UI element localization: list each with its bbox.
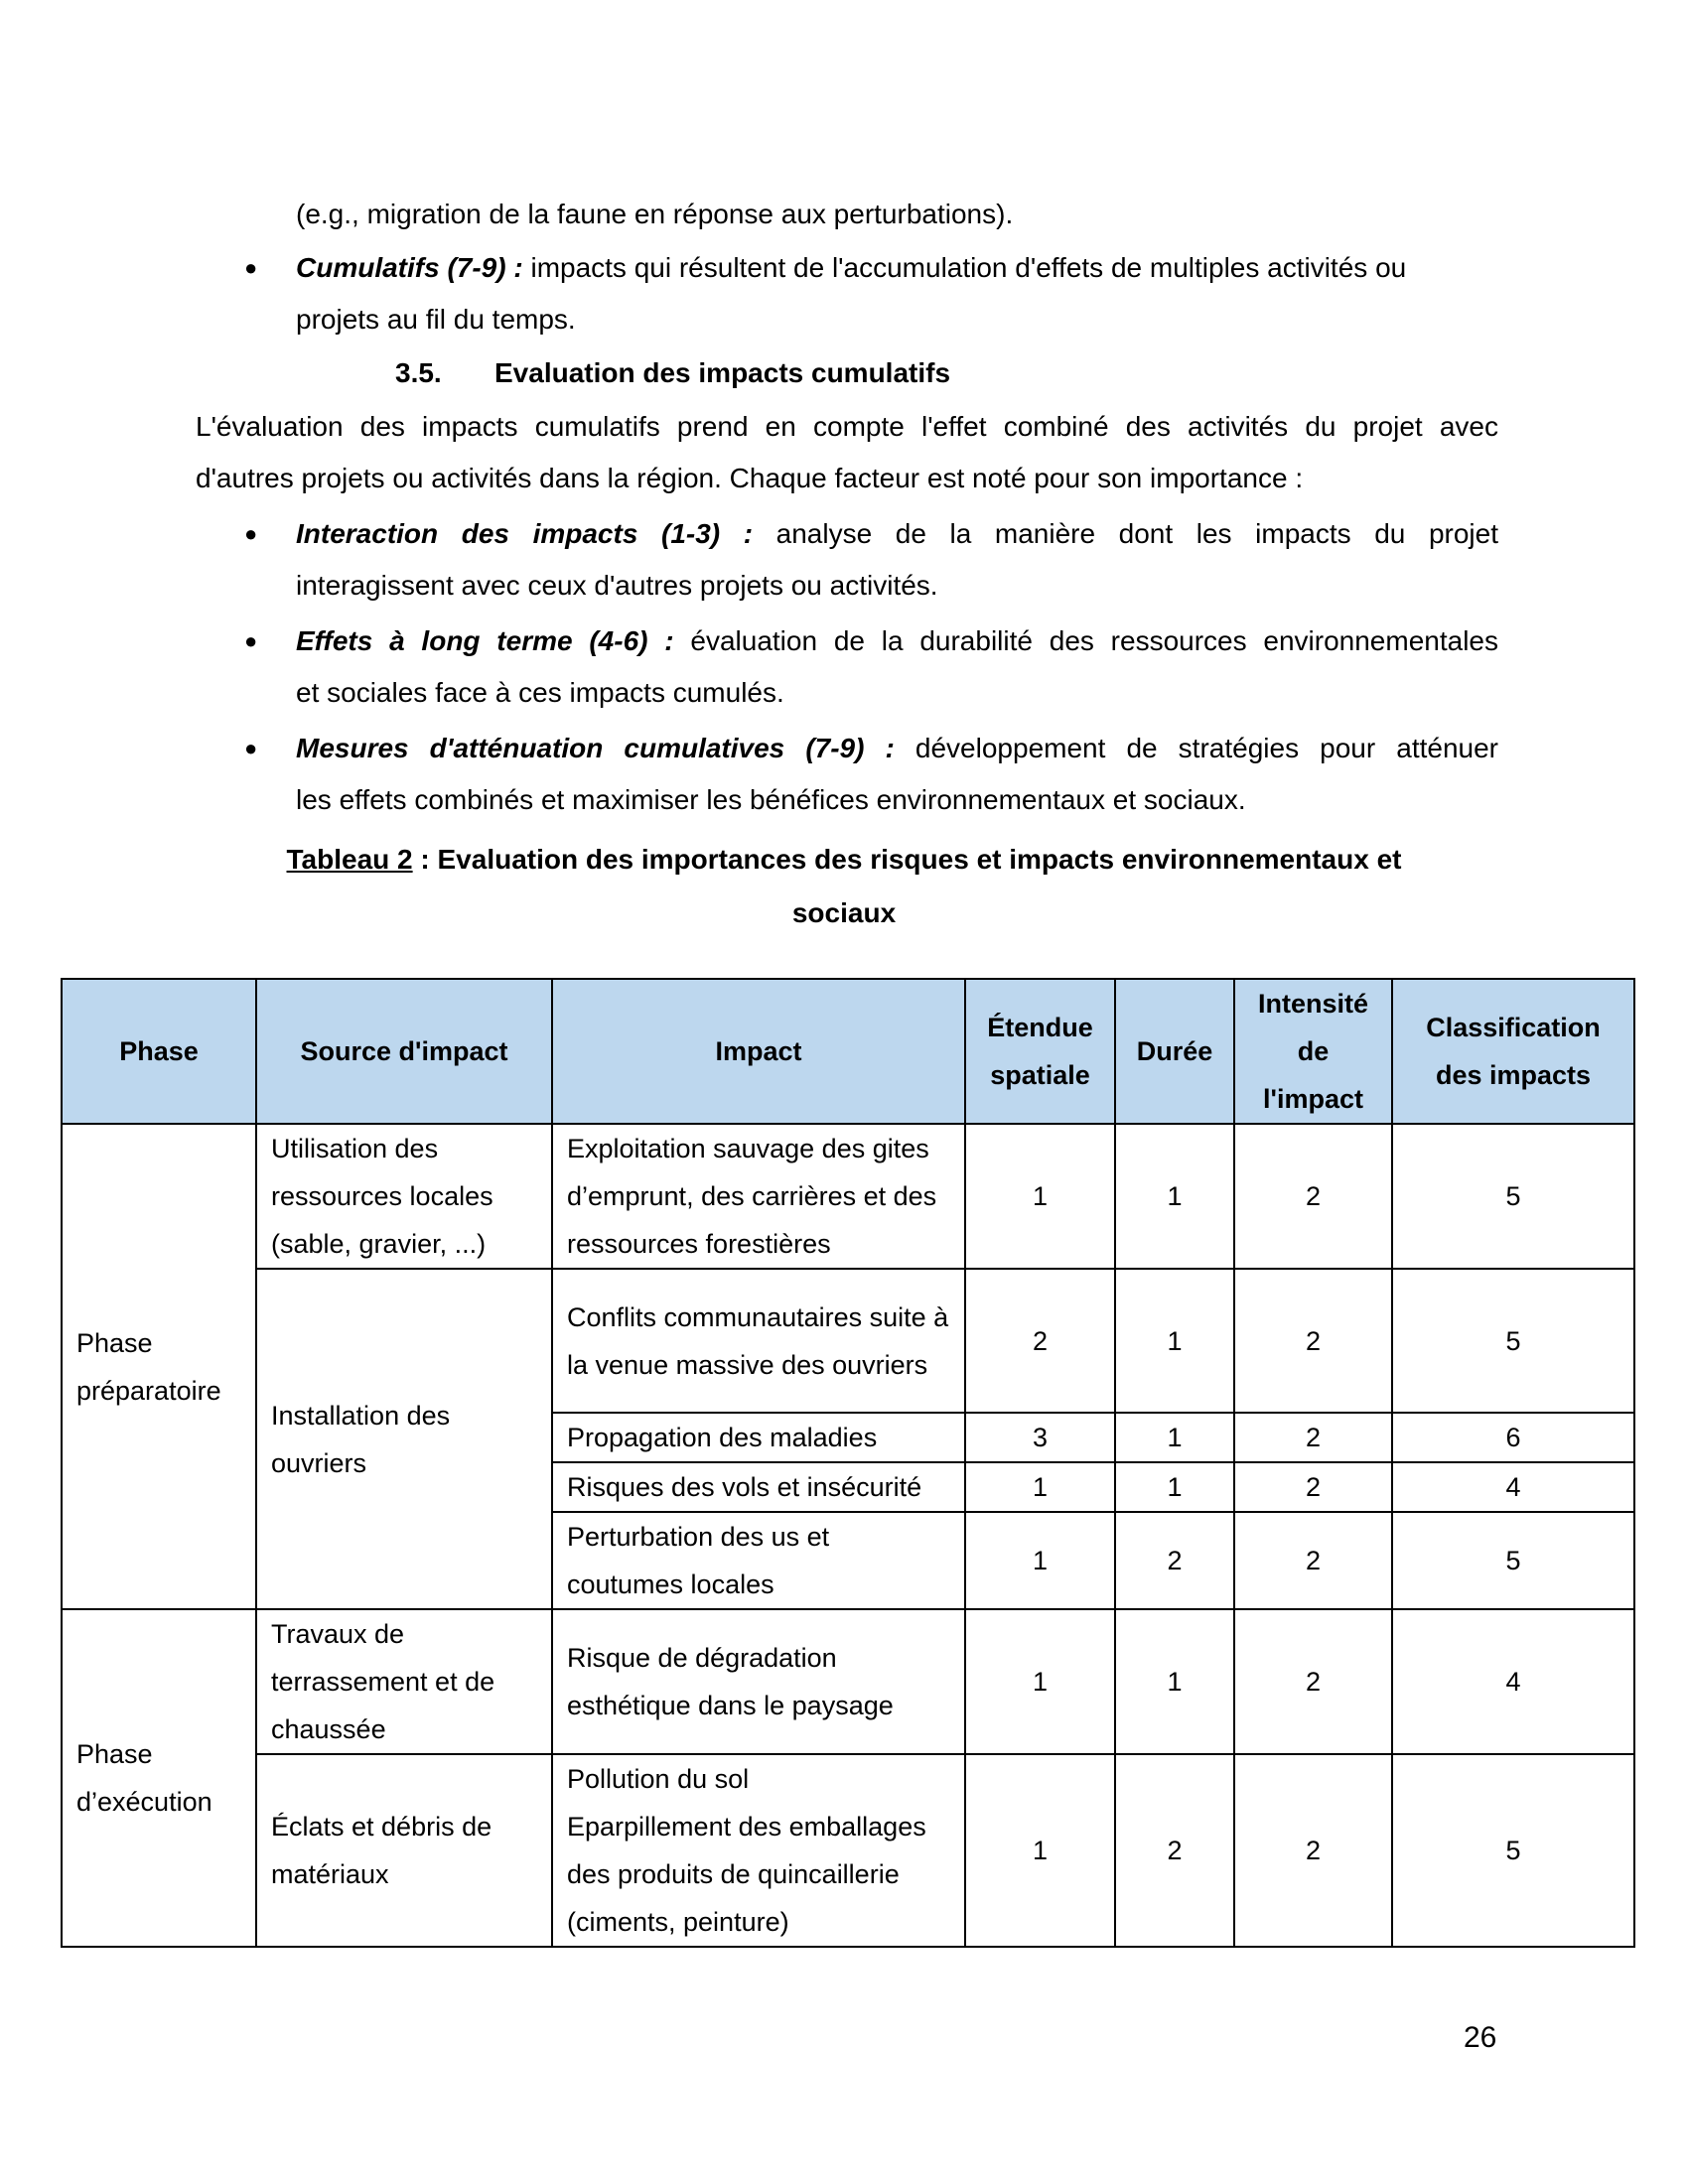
header-etendue: Étendue spatiale: [965, 979, 1115, 1124]
duree-cell: 1: [1115, 1413, 1234, 1462]
impact-evaluation-table: [61, 978, 1635, 1948]
etendue-cell: 1: [965, 1124, 1115, 1269]
duree-cell: 1: [1115, 1462, 1234, 1512]
section-title: Evaluation des impacts cumulatifs: [494, 357, 951, 388]
list-item-cont: les effets combinés et maximiser les bénéfices environnementaux et sociaux.: [296, 784, 1246, 815]
intensite-cell: 2: [1234, 1512, 1392, 1609]
impact-line: Eparpillement des emballages des produits de quincaillerie (ciments, peinture): [567, 1812, 926, 1937]
etendue-cell: 2: [965, 1269, 1115, 1413]
table-row: [62, 1124, 1634, 1269]
intensite-cell: 2: [1234, 1462, 1392, 1512]
duree-cell: 2: [1115, 1754, 1234, 1947]
bullet-icon: ●: [244, 255, 258, 280]
table-caption: Tableau 2 : Evaluation des importances des risques et impacts environnementaux et: [286, 844, 1402, 875]
impact-line: Pollution du sol: [567, 1764, 750, 1794]
impact-cell: Propagation des maladies: [552, 1413, 965, 1462]
intensite-cell: 2: [1234, 1413, 1392, 1462]
source-cell: Éclats et débris de matériaux: [256, 1754, 552, 1947]
intensite-cell: 2: [1234, 1124, 1392, 1269]
header-duree: Durée: [1115, 979, 1234, 1124]
bullet-icon: ●: [244, 521, 258, 546]
table-header-row: [62, 979, 1634, 1124]
table-row: [62, 1269, 1634, 1413]
bullet-icon: ●: [244, 736, 258, 760]
impact-cell: Risque de dégradation esthétique dans le paysage: [552, 1609, 965, 1754]
classification-cell: 5: [1392, 1512, 1634, 1609]
table-caption-cont: sociaux: [791, 897, 897, 928]
section-number: 3.5.: [395, 357, 442, 388]
header-source: Source d'impact: [256, 979, 552, 1124]
cumulatifs-label: Cumulatifs (7-9) :: [296, 252, 523, 283]
impact-cell: Perturbation des us et coutumes locales: [552, 1512, 965, 1609]
classification-cell: 5: [1392, 1754, 1634, 1947]
page-number: 26: [1464, 2021, 1497, 2054]
paragraph-line: L'évaluation des impacts cumulatifs prend en compte l'effet combiné des activités du projet avec: [196, 411, 1498, 442]
phase-cell: Phase d’exécution: [62, 1609, 256, 1947]
duree-cell: 1: [1115, 1269, 1234, 1413]
list-item-cumulatifs-cont: projets au fil du temps.: [296, 304, 576, 335]
source-cell: Travaux de terrassement et de chaussée: [256, 1609, 552, 1754]
list-item-cumulatifs: Cumulatifs (7-9) : impacts qui résultent de l'accumulation d'effets de multiples activités ou: [296, 252, 1407, 283]
list-item-continuation: (e.g., migration de la faune en réponse aux perturbations).: [296, 199, 1014, 229]
etendue-cell: 1: [965, 1609, 1115, 1754]
classification-cell: 4: [1392, 1462, 1634, 1512]
source-cell: Utilisation des ressources locales (sable, gravier, ...): [256, 1124, 552, 1269]
impact-cell: Risques des vols et insécurité: [552, 1462, 965, 1512]
duree-cell: 1: [1115, 1609, 1234, 1754]
list-item: Effets à long terme (4-6) : évaluation de la durabilité des ressources environnementales: [296, 625, 1498, 656]
classification-cell: 5: [1392, 1124, 1634, 1269]
etendue-cell: 3: [965, 1413, 1115, 1462]
classification-cell: 6: [1392, 1413, 1634, 1462]
intensite-cell: 2: [1234, 1609, 1392, 1754]
list-item: Interaction des impacts (1-3) : analyse de la manière dont les impacts du projet: [296, 518, 1498, 549]
etendue-cell: 1: [965, 1462, 1115, 1512]
classification-cell: 5: [1392, 1269, 1634, 1413]
etendue-cell: 1: [965, 1754, 1115, 1947]
classification-cell: 4: [1392, 1609, 1634, 1754]
table-row: [62, 1754, 1634, 1947]
list-item-cont: interagissent avec ceux d'autres projets ou activités.: [296, 570, 938, 601]
impact-cell: [552, 1754, 965, 1947]
header-phase: Phase: [62, 979, 256, 1124]
list-item: Mesures d'atténuation cumulatives (7-9) : développement de stratégies pour atténuer: [296, 733, 1498, 763]
header-classification: Classification des impacts: [1392, 979, 1634, 1124]
paragraph-line: d'autres projets ou activités dans la région. Chaque facteur est noté pour son importance :: [196, 463, 1304, 493]
list-item-cont: et sociales face à ces impacts cumulés.: [296, 677, 784, 708]
etendue-cell: 1: [965, 1512, 1115, 1609]
phase-cell: Phase préparatoire: [62, 1124, 256, 1609]
header-intensite: Intensité de l'impact: [1234, 979, 1392, 1124]
table-row: [62, 1609, 1634, 1754]
impact-cell: Conflits communautaires suite à la venue massive des ouvriers: [552, 1269, 965, 1413]
intensite-cell: 2: [1234, 1269, 1392, 1413]
source-cell: Installation des ouvriers: [256, 1269, 552, 1609]
duree-cell: 2: [1115, 1512, 1234, 1609]
header-impact: Impact: [552, 979, 965, 1124]
bullet-icon: ●: [244, 628, 258, 653]
intensite-cell: 2: [1234, 1754, 1392, 1947]
duree-cell: 1: [1115, 1124, 1234, 1269]
impact-cell: Exploitation sauvage des gites d’emprunt, des carrières et des ressources forestières: [552, 1124, 965, 1269]
